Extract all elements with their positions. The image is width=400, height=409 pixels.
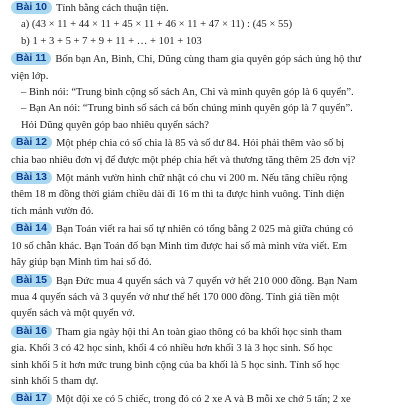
problem-line [11,136,392,152]
problem-label: Bài 11 [11,52,51,65]
problem-text: Một phép chia có số chia là 85 và số dư 84. Hỏi phải thêm vào số bị [55,138,345,150]
problem-label: Bài 14 [11,222,52,235]
problem-label: Bài 10 [11,1,52,14]
problem-text: Tính bằng cách thuận tiện. [55,3,169,14]
problem-line [11,171,392,187]
problem-label: Bài 15 [11,274,52,287]
problem-label: Bài 13 [11,171,52,184]
problem-label: Bài 12 [11,136,52,149]
problem-14 [11,222,392,271]
problem-text: Bạn Toán viết ra hai số tự nhiên có tổng bằng 2 025 mà giữa chúng có [55,224,354,236]
problem-13 [11,171,392,220]
problem-line: quyển sách và một quyển vở. [11,308,135,320]
problem-line [11,325,392,341]
problem-line: – Bình nói: “Trung bình cộng số sách An, Chi và mình quyên góp là 6 quyển”. [21,87,354,99]
problem-text: Bốn bạn An, Bình, Chi, Dũng cùng tham gia quyên góp sách ủng hộ thư [55,54,361,66]
problem-line: b) 1 + 3 + 5 + 7 + 9 + 11 + … + 101 + 103 [21,35,202,47]
problem-line [11,1,392,17]
problem-10 [11,0,392,50]
problem-line: tích mảnh vườn đó. [11,205,94,217]
problem-line: hãy giúp bạn Minh tìm hai số đó. [11,257,152,269]
problem-label: Bài 17 [11,392,52,405]
problem-11 [11,52,392,134]
problem-text: Một mảnh vườn hình chữ nhật có chu vi 200 m. Nếu tăng chiều rộng [55,173,348,185]
problem-line: thêm 18 m đồng thời giảm chiều dài đi 16 m thì ta được hình vuông. Tính diện [11,189,345,201]
problem-17 [11,392,392,408]
problem-text: Tham gia ngày hội thi An toàn giao thông có ba khối học sinh tham [55,326,342,338]
problem-line: a) (43 × 11 + 44 × 11 + 45 × 11 + 46 × 11 + 47 × 11) : (45 × 55) [21,19,293,31]
problem-label: Bài 16 [11,325,52,338]
problem-line: Hỏi Dũng quyên góp bao nhiêu quyển sách? [21,119,209,131]
problem-15 [11,274,392,323]
problem-line: 10 số chẵn khác. Bạn Toán đố bạn Minh tìm được hai số mà mình vừa viết. Em [11,240,347,252]
problem-line [11,222,392,238]
problem-line: mua 4 quyển sách và 3 quyển vở như thế hết 170 000 đồng. Tính giá tiền một [11,291,340,303]
problem-line [11,274,392,290]
problem-line: – Bạn An nói: “Trung bình số sách cả bốn chúng mình quyên góp là 7 quyển”. [21,103,353,115]
problem-line: viện lớp. [11,70,49,82]
problem-text: Bạn Đức mua 4 quyển sách và 7 quyển vở hết 210 000 đồng. Bạn Nam [55,275,358,287]
problem-text: Một đội xe có 5 chiếc, trong đó có 2 xe A và B mỗi xe chở 5 tấn; 2 xe [55,394,351,406]
problem-16 [11,325,392,391]
problem-line [11,392,392,408]
problem-line [11,52,392,68]
problem-line: chia bao nhiêu đơn vị để được một phép chia hết và thương tăng thêm 25 đơn vị? [11,154,356,166]
problem-line: sinh khối 5 tham dự. [11,375,99,387]
problem-line: sinh khối 5 ít hơn mức trung bình cộng của ba khối là 5 học sinh. Tính số học [11,359,340,371]
problem-12 [11,136,392,169]
problem-line: gia. Khối 3 có 42 học sinh, khối 4 có nhiều hơn khối 3 là 3 học sinh. Số học [11,343,333,355]
